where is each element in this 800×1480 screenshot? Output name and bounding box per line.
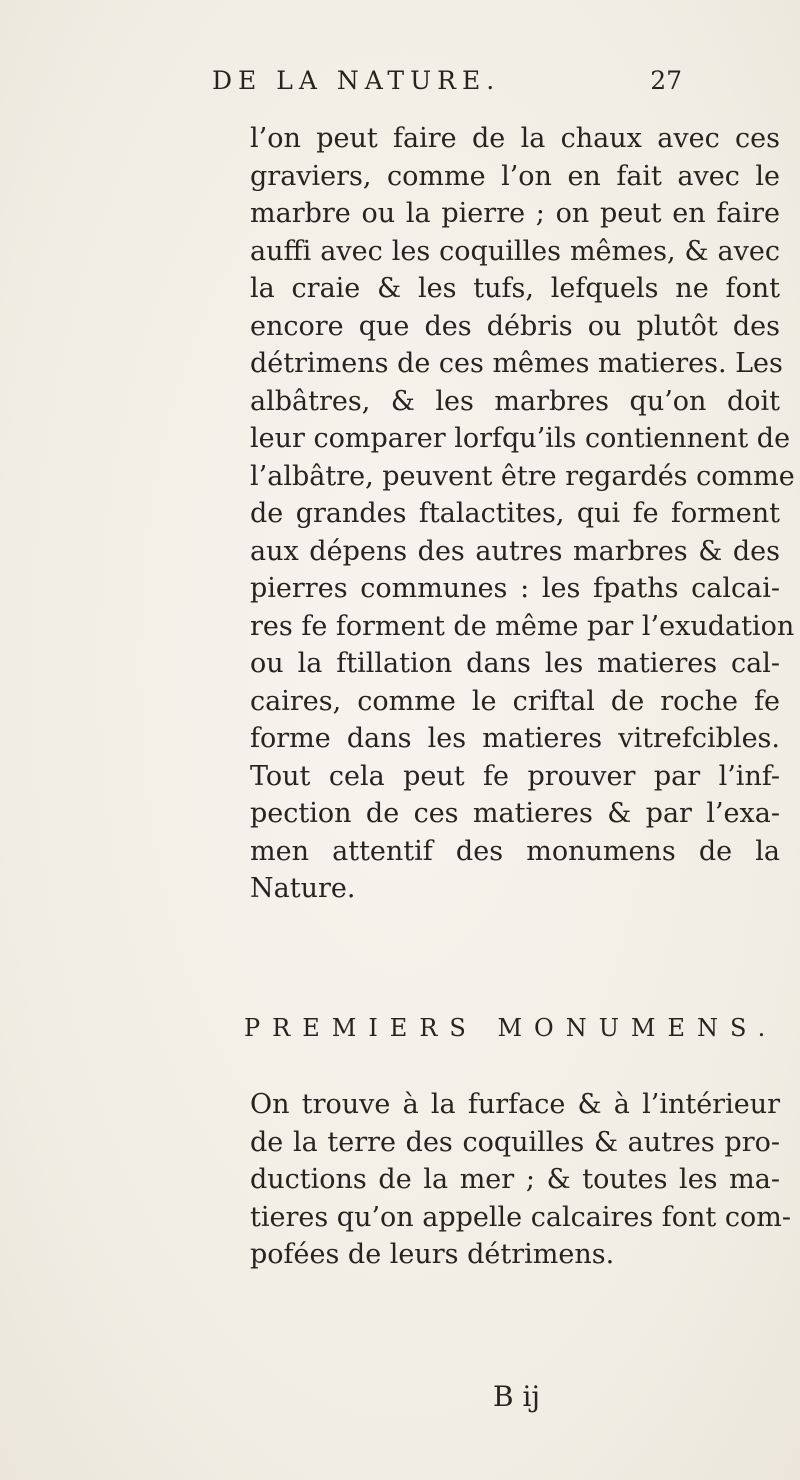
text-line: men attentif des monumens de la bbox=[250, 835, 780, 867]
page-number: 27 bbox=[650, 66, 682, 95]
text-line: On trouve à la furface & à l’intérieur bbox=[250, 1089, 780, 1120]
text-line: ductions de la mer ; & toutes les ma- bbox=[250, 1164, 780, 1195]
text-line: de la terre des coquilles & autres pro- bbox=[250, 1126, 780, 1158]
text-line: Nature. bbox=[250, 873, 356, 904]
text-line: l’albâtre, peuvent être regardés comme bbox=[250, 460, 795, 492]
text-line: pofées de leurs détrimens. bbox=[250, 1239, 615, 1270]
text-line: l’on peut faire de la chaux avec ces bbox=[250, 123, 780, 154]
body-paragraph bbox=[250, 120, 795, 908]
text-line: Tout cela peut fe prouver par l’inf- bbox=[250, 760, 780, 792]
text-line: la craie & les tufs, lefquels ne font bbox=[250, 273, 780, 304]
running-head bbox=[212, 66, 682, 106]
text-line: auffi avec les coquilles mêmes, & avec bbox=[250, 235, 780, 267]
text-line: pection de ces matieres & par l’exa- bbox=[250, 798, 780, 829]
text-line: caires, comme le criftal de roche fe bbox=[250, 685, 780, 717]
text-line: res fe forment de même par l’exudation bbox=[250, 610, 795, 642]
text-line: graviers, comme l’on en fait avec le bbox=[250, 160, 780, 192]
section-paragraph bbox=[250, 1086, 791, 1274]
text-line: leur comparer lorfqu’ils contiennent de bbox=[250, 423, 791, 454]
text-line: détrimens de ces mêmes matieres. Les bbox=[250, 348, 783, 379]
text-line: marbre ou la pierre ; on peut en faire bbox=[250, 198, 780, 229]
text-line: forme dans les matieres vitrefcibles. bbox=[250, 723, 780, 754]
text-line: tieres qu’on appelle calcaires font com- bbox=[250, 1201, 791, 1233]
text-line: albâtres, & les marbres qu’on doit bbox=[250, 385, 780, 417]
text-line: encore que des débris ou plutôt des bbox=[250, 310, 780, 342]
running-title: DE LA NATURE. bbox=[212, 66, 501, 95]
section-heading: PREMIERS MONUMENS. bbox=[244, 1014, 778, 1042]
text-line: de grandes ftalactites, qui fe forment bbox=[250, 498, 780, 529]
signature-mark: B ij bbox=[493, 1380, 541, 1413]
text-line: ou la ftillation dans les matieres cal- bbox=[250, 648, 780, 679]
text-line: aux dépens des autres marbres & des bbox=[250, 535, 780, 567]
text-line: pierres communes : les fpaths calcai- bbox=[250, 573, 780, 604]
